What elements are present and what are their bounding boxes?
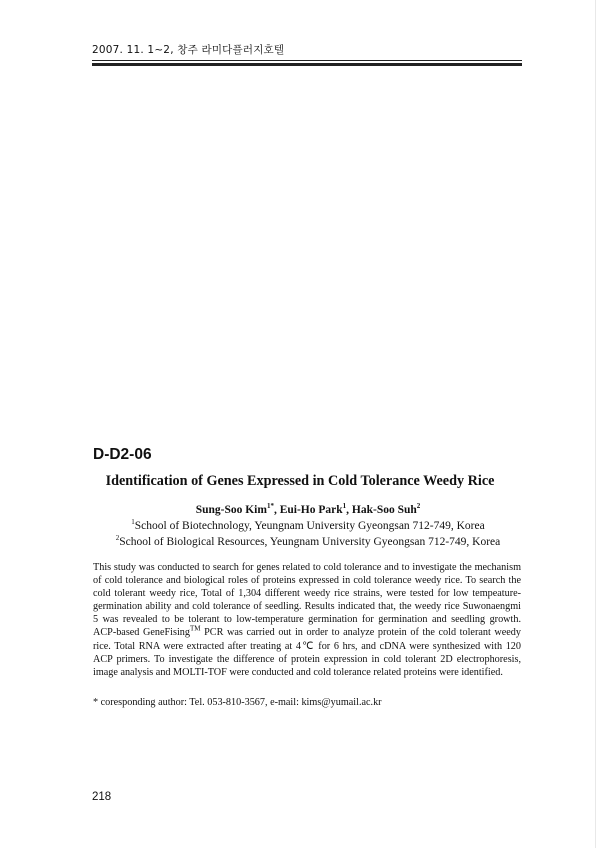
affiliation-superscript: 1 <box>131 518 135 527</box>
affiliation-text: School of Biological Resources, Yeungnam University Gyeongsan 712-749, Korea <box>119 536 501 548</box>
author-name: Eui-Ho Park <box>279 504 343 516</box>
author-separator: , <box>346 504 352 516</box>
abstract-text-continued: PCR was carried out in order to analyze protein of the cold tolerant weedy rice. Total RNA were extracted after treating at 4℃ for 6 hrs, and cDNA were synthesized with 120 ACP primers. To investigate the difference of protein expression in cold tolerant 2D electrophoresis, image analysis and MOLTI-TOF were conducted and cold tolerance related proteins were identified. <box>93 627 521 678</box>
header-rule-thick <box>92 63 522 66</box>
paper-code: D-D2-06 <box>93 446 152 463</box>
author-name: Sung-Soo Kim <box>195 504 267 516</box>
author-name: Hak-Soo Suh <box>351 504 417 516</box>
affiliation-1 <box>0 520 600 532</box>
header-rule-thin <box>92 60 522 61</box>
trademark-superscript: TM <box>190 625 201 634</box>
corresponding-author: * coresponding author: Tel. 053-810-3567, e-mail: kims@yumail.ac.kr <box>93 697 382 708</box>
page-edge-right <box>595 0 596 848</box>
page-number: 218 <box>92 791 112 803</box>
affiliation-text: School of Biotechnology, Yeungnam University Gyeongsan 712-749, Korea <box>134 520 485 532</box>
affiliation-superscript: 2 <box>115 534 120 543</box>
author-separator: , <box>273 504 280 516</box>
conference-header: 2007. 11. 1~2, 창주 라미다플러지호텔 <box>92 44 285 56</box>
abstract <box>93 561 521 679</box>
paper-title: Identification of Genes Expressed in Cold Tolerance Weedy Rice <box>105 473 495 489</box>
affiliation-2 <box>0 536 600 548</box>
abstract-text: This study was conducted to search for genes related to cold tolerance and to investigate the mechanism of cold tolerance and biological roles of proteins expressed in cold tolerance weedy rice. To search the cold tolerant weedy rice, Total of 1,304 different weedy rice strains, were tested for low tempeature-germination ability and cold tolerance of seedling. Results indicated that, the weedy rice Suwonaengmi 5 was revealed to be tolerant to low-temperature germination for germination and seedling growth. ACP-based GeneFising <box>93 562 521 639</box>
author-superscript: 1 <box>342 502 347 511</box>
author-list <box>0 504 600 516</box>
abstract-paragraph <box>93 561 521 679</box>
author-superscript: 1* <box>266 502 274 511</box>
author-superscript: 2 <box>416 502 421 511</box>
